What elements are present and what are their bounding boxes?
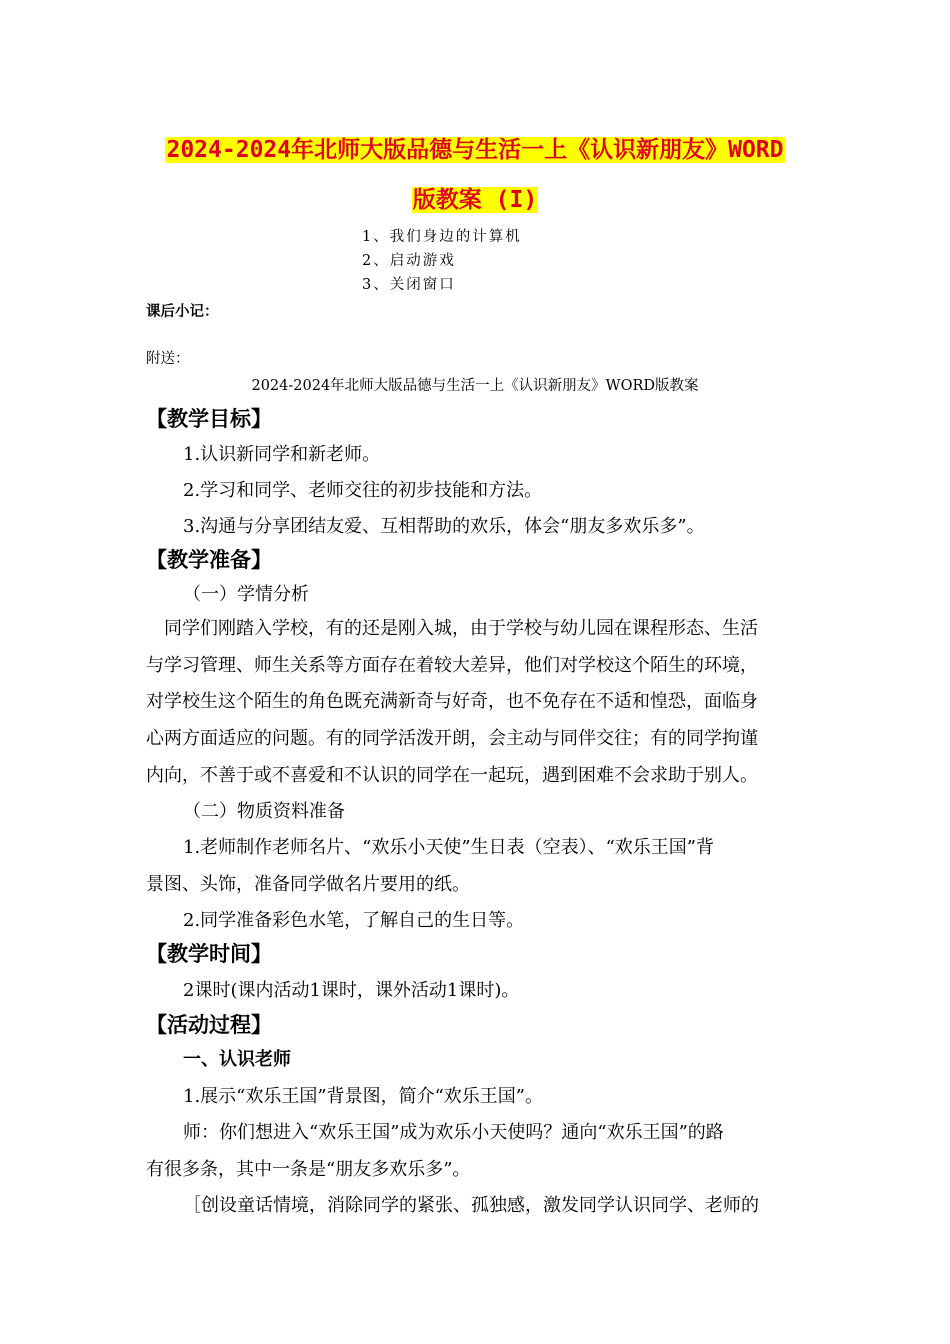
analysis-line: 心两方面适应的问题。有的同学活泼开朗，会主动与同伴交往；有的同学拘谨 (146, 728, 758, 749)
materials-line: 1.老师制作老师名片、“欢乐小天使”生日表（空表）、“欢乐王国”背 (183, 837, 714, 858)
document-title-line-2 (0, 183, 950, 217)
section-heading-process: 【活动过程】 (146, 1013, 272, 1037)
title-text-1: 2024-2024年北师大版品德与生活一上《认识新朋友》WORD (166, 137, 784, 163)
process-line: 师：你们想进入“欢乐王国”成为欢乐小天使吗？通向“欢乐王国”的路 (183, 1122, 724, 1143)
toc-item: 2、启动游戏 (362, 253, 456, 269)
subsection-title: （一）学情分析 (183, 584, 309, 605)
section-heading-time: 【教学时间】 (146, 942, 272, 966)
goal-item: 2.学习和同学、老师交往的初步技能和方法。 (183, 480, 543, 501)
title-text-2: 版教案 (I) (412, 187, 538, 213)
analysis-line: 同学们刚踏入学校，有的还是刚入城，由于学校与幼儿园在课程形态、生活 (164, 618, 758, 639)
analysis-line: 内向，不善于或不喜爱和不认识的同学在一起玩，遇到困难不会求助于别人。 (146, 765, 758, 786)
toc-item: 1、我们身边的计算机 (362, 229, 522, 245)
process-line: 1.展示“欢乐王国”背景图，简介“欢乐王国”。 (183, 1086, 543, 1107)
attachment-subtitle: 2024-2024年北师大版品德与生活一上《认识新朋友》WORD版教案 (251, 378, 699, 394)
attachment-label: 附送： (146, 351, 190, 367)
analysis-line: 与学习管理、师生关系等方面存在着较大差异，他们对学校这个陌生的环境， (146, 655, 758, 676)
document-title-line-1 (0, 133, 950, 167)
materials-line: 景图、头饰，准备同学做名片要用的纸。 (146, 874, 470, 895)
materials-line: 2.同学准备彩色水笔，了解自己的生日等。 (183, 910, 525, 931)
goal-item: 3.沟通与分享团结友爱、互相帮助的欢乐，体会“朋友多欢乐多”。 (183, 516, 705, 537)
process-line: 有很多条，其中一条是“朋友多欢乐多”。 (146, 1159, 471, 1180)
toc-item: 3、关闭窗口 (362, 277, 456, 293)
process-line: ［创设童话情境，消除同学的紧张、孤独感，激发同学认识同学、老师的 (183, 1195, 759, 1216)
time-text: 2课时(课内活动1课时，课外活动1课时)。 (183, 980, 520, 1001)
step-title: 一、认识老师 (183, 1049, 291, 1070)
goal-item: 1.认识新同学和新老师。 (183, 444, 381, 465)
analysis-line: 对学校生这个陌生的角色既充满新奇与好奇，也不免存在不适和惶恐，面临身 (146, 691, 758, 712)
section-heading-goals: 【教学目标】 (146, 407, 272, 431)
after-class-note: 课后小记： (146, 304, 219, 320)
section-heading-preparation: 【教学准备】 (146, 548, 272, 572)
subsection-title: （二）物质资料准备 (183, 801, 345, 822)
